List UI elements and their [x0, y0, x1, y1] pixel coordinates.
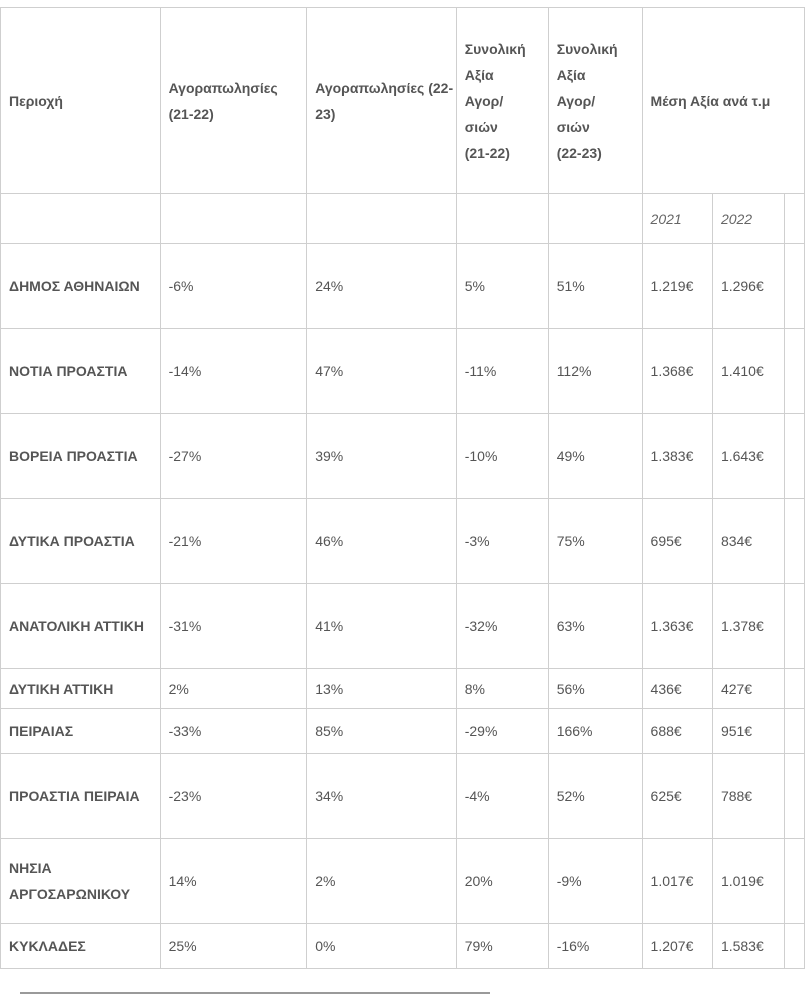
- empty-cell: [785, 924, 805, 969]
- avg-2021-cell: 1.207€: [642, 924, 712, 969]
- total-22-23-cell: -9%: [548, 839, 642, 924]
- sales-21-22-cell: -33%: [160, 709, 307, 754]
- header-avg-value: Μέση Αξία ανά τ.μ: [642, 8, 804, 194]
- sales-21-22-cell: -23%: [160, 754, 307, 839]
- header-total-21-22: [456, 8, 548, 194]
- total-22-23-cell: 52%: [548, 754, 642, 839]
- table-row: [1, 709, 805, 754]
- avg-2021-cell: 1.017€: [642, 839, 712, 924]
- empty-cell: [785, 244, 805, 329]
- total-22-23-cell: 56%: [548, 669, 642, 709]
- total-21-22-cell: -29%: [456, 709, 548, 754]
- sales-22-23-cell: 24%: [307, 244, 457, 329]
- avg-2022-cell: 1.378€: [712, 584, 784, 669]
- total-21-22-cell: 5%: [456, 244, 548, 329]
- total-21-22-cell: 20%: [456, 839, 548, 924]
- sales-21-22-cell: 25%: [160, 924, 307, 969]
- total-22-23-cell: 63%: [548, 584, 642, 669]
- region-cell: ΚΥΚΛΑΔΕΣ: [1, 924, 161, 969]
- avg-2021-cell: 1.363€: [642, 584, 712, 669]
- empty-cell: [307, 194, 457, 244]
- empty-cell: [785, 839, 805, 924]
- sales-22-23-cell: 39%: [307, 414, 457, 499]
- table-row: [1, 329, 805, 414]
- region-cell: ΝΟΤΙΑ ΠΡΟΑΣΤΙΑ: [1, 329, 161, 414]
- empty-cell: [785, 669, 805, 709]
- sales-21-22-cell: -21%: [160, 499, 307, 584]
- sales-22-23-cell: 0%: [307, 924, 457, 969]
- year-row: [1, 194, 805, 244]
- total-21-22-cell: -3%: [456, 499, 548, 584]
- header-line: σιών: [556, 118, 590, 135]
- total-22-23-cell: 51%: [548, 244, 642, 329]
- total-22-23-cell: 49%: [548, 414, 642, 499]
- avg-2021-cell: 625€: [642, 754, 712, 839]
- sales-21-22-cell: -27%: [160, 414, 307, 499]
- region-cell: ΒΟΡΕΙΑ ΠΡΟΑΣΤΙΑ: [1, 414, 161, 499]
- avg-2021-cell: 688€: [642, 709, 712, 754]
- avg-2021-cell: 1.368€: [642, 329, 712, 414]
- empty-cell: [160, 194, 307, 244]
- total-21-22-cell: -32%: [456, 584, 548, 669]
- region-cell: ΔΗΜΟΣ ΑΘΗΝΑΙΩΝ: [1, 244, 161, 329]
- empty-cell: [785, 709, 805, 754]
- region-cell: ΠΕΙΡΑΙΑΣ: [1, 709, 161, 754]
- sales-21-22-cell: -31%: [160, 584, 307, 669]
- header-line: Αξία: [556, 66, 586, 83]
- total-22-23-cell: 166%: [548, 709, 642, 754]
- header-line: Συνολική: [556, 40, 618, 57]
- sales-22-23-cell: 13%: [307, 669, 457, 709]
- sales-21-22-cell: -14%: [160, 329, 307, 414]
- region-cell: ΔΥΤΙΚΑ ΠΡΟΑΣΤΙΑ: [1, 499, 161, 584]
- avg-2022-cell: 427€: [712, 669, 784, 709]
- sales-21-22-cell: -6%: [160, 244, 307, 329]
- region-cell: ΝΗΣΙΑ ΑΡΓΟΣΑΡΩΝΙΚΟΥ: [1, 839, 161, 924]
- avg-2022-cell: 1.296€: [712, 244, 784, 329]
- header-line: (21-22): [464, 144, 510, 161]
- empty-cell: [785, 414, 805, 499]
- avg-2022-cell: 1.583€: [712, 924, 784, 969]
- total-21-22-cell: 8%: [456, 669, 548, 709]
- year-2021: 2021: [642, 194, 712, 244]
- total-22-23-cell: 112%: [548, 329, 642, 414]
- header-line: Αγορ/: [464, 92, 504, 109]
- sales-22-23-cell: 41%: [307, 584, 457, 669]
- scroll-indicator: [20, 992, 490, 994]
- region-cell: ΔΥΤΙΚΗ ΑΤΤΙΚΗ: [1, 669, 161, 709]
- total-22-23-cell: 75%: [548, 499, 642, 584]
- table-row: [1, 924, 805, 969]
- table-row: [1, 839, 805, 924]
- empty-cell: [785, 194, 805, 244]
- sales-21-22-cell: 2%: [160, 669, 307, 709]
- header-region: Περιοχή: [1, 8, 161, 194]
- sales-22-23-cell: 85%: [307, 709, 457, 754]
- sales-22-23-cell: 46%: [307, 499, 457, 584]
- header-line: σιών: [464, 118, 498, 135]
- year-2022: 2022: [712, 194, 784, 244]
- table-row: [1, 584, 805, 669]
- header-line: Συνολική: [464, 40, 526, 57]
- sales-22-23-cell: 34%: [307, 754, 457, 839]
- region-cell: ΑΝΑΤΟΛΙΚΗ ΑΤΤΙΚΗ: [1, 584, 161, 669]
- table-row: [1, 244, 805, 329]
- empty-cell: [548, 194, 642, 244]
- property-stats-table: [0, 7, 805, 969]
- table-row: [1, 414, 805, 499]
- empty-cell: [785, 754, 805, 839]
- table-row: [1, 669, 805, 709]
- header-sales-21-22: Αγοραπωλησίες (21-22): [160, 8, 307, 194]
- header-line: (22-23): [556, 144, 602, 161]
- region-cell: ΠΡΟΑΣΤΙΑ ΠΕΙΡΑΙΑ: [1, 754, 161, 839]
- table-row: [1, 499, 805, 584]
- empty-cell: [456, 194, 548, 244]
- empty-cell: [785, 584, 805, 669]
- sales-22-23-cell: 2%: [307, 839, 457, 924]
- total-21-22-cell: 79%: [456, 924, 548, 969]
- sales-22-23-cell: 47%: [307, 329, 457, 414]
- avg-2022-cell: 834€: [712, 499, 784, 584]
- header-total-22-23: [548, 8, 642, 194]
- empty-cell: [1, 194, 161, 244]
- avg-2021-cell: 695€: [642, 499, 712, 584]
- header-line: Αγορ/: [556, 92, 596, 109]
- empty-cell: [785, 329, 805, 414]
- total-21-22-cell: -11%: [456, 329, 548, 414]
- header-line: Αξία: [464, 66, 494, 83]
- avg-2022-cell: 1.643€: [712, 414, 784, 499]
- avg-2022-cell: 951€: [712, 709, 784, 754]
- total-21-22-cell: -10%: [456, 414, 548, 499]
- sales-21-22-cell: 14%: [160, 839, 307, 924]
- avg-2021-cell: 1.383€: [642, 414, 712, 499]
- empty-cell: [785, 499, 805, 584]
- avg-2022-cell: 1.410€: [712, 329, 784, 414]
- avg-2022-cell: 788€: [712, 754, 784, 839]
- avg-2022-cell: 1.019€: [712, 839, 784, 924]
- table-row: [1, 754, 805, 839]
- header-row: [1, 8, 805, 194]
- header-sales-22-23: Αγοραπωλησίες (22-23): [307, 8, 457, 194]
- avg-2021-cell: 436€: [642, 669, 712, 709]
- total-21-22-cell: -4%: [456, 754, 548, 839]
- total-22-23-cell: -16%: [548, 924, 642, 969]
- avg-2021-cell: 1.219€: [642, 244, 712, 329]
